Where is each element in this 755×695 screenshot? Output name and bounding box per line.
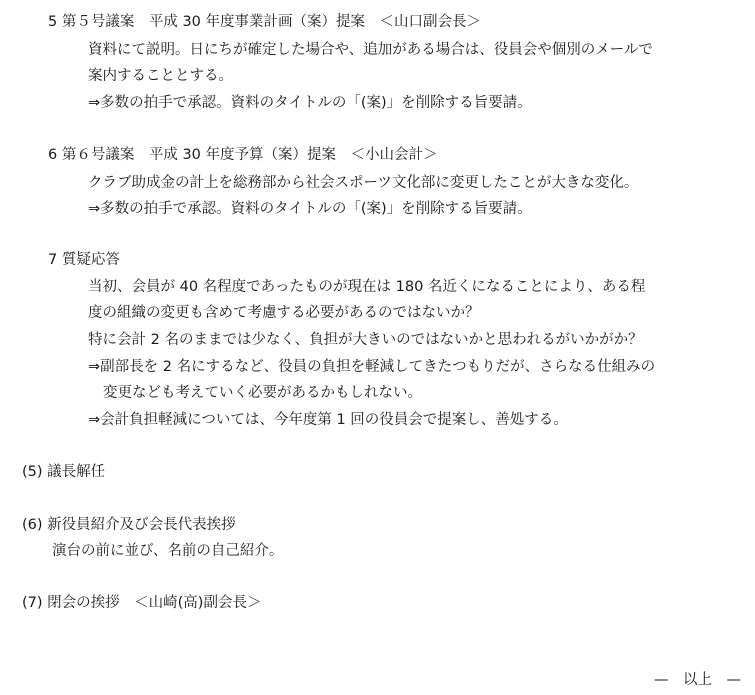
- item5-heading: 5 第５号議案 平成 30 年度事業計画（案）提案 ＜山口副会長＞: [48, 14, 482, 30]
- item6-line2: ⇒多数の拍手で承認。資料のタイトルの「(案)」を削除する旨要請。: [88, 201, 532, 217]
- item7-line3: 特に会計 2 名のままでは少なく、負担が大きいのではないかと思われるがいかがか？: [88, 332, 643, 348]
- item6-line1: クラブ助成金の計上を総務部から社会スポーツ文化部に変更したことが大きな変化。: [88, 175, 639, 191]
- item7-line2: 度の組織の変更も含めて考慮する必要があるのではないか？: [88, 305, 480, 321]
- item5-line2: 案内することとする。: [88, 68, 233, 84]
- item7-line4: ⇒副部長を 2 名にするなど、役員の負担を軽減してきたつもりだが、さらなる仕組みの: [88, 359, 656, 375]
- section6-line1: 演台の前に並び、名前の自己紹介。: [52, 543, 284, 559]
- item5-line1: 資料にて説明。日にちが確定した場合や、追加がある場合は、役員会や個別のメールで: [88, 42, 653, 58]
- section6-heading: (6) 新役員紹介及び会長代表挨拶: [22, 517, 236, 533]
- item7-heading: 7 質疑応答: [48, 252, 120, 268]
- item7-line6: ⇒会計負担軽減については、今年度第 1 回の役員会で提案し、善処する。: [88, 412, 568, 428]
- section5-heading: (5) 議長解任: [22, 464, 106, 480]
- end-mark: — 以上 —: [654, 672, 741, 688]
- item6-heading: 6 第６号議案 平成 30 年度予算（案）提案 ＜小山会計＞: [48, 147, 438, 163]
- item7-line1: 当初、会員が 40 名程度であったものが現在は 180 名近くになることにより、ある程: [88, 279, 646, 295]
- section7-heading: (7) 閉会の挨拶 ＜山崎(高)副会長＞: [22, 595, 262, 611]
- item7-line5: 変更なども考えていく必要があるかもしれない。: [103, 385, 422, 401]
- item5-line3: ⇒多数の拍手で承認。資料のタイトルの「(案)」を削除する旨要請。: [88, 95, 532, 111]
